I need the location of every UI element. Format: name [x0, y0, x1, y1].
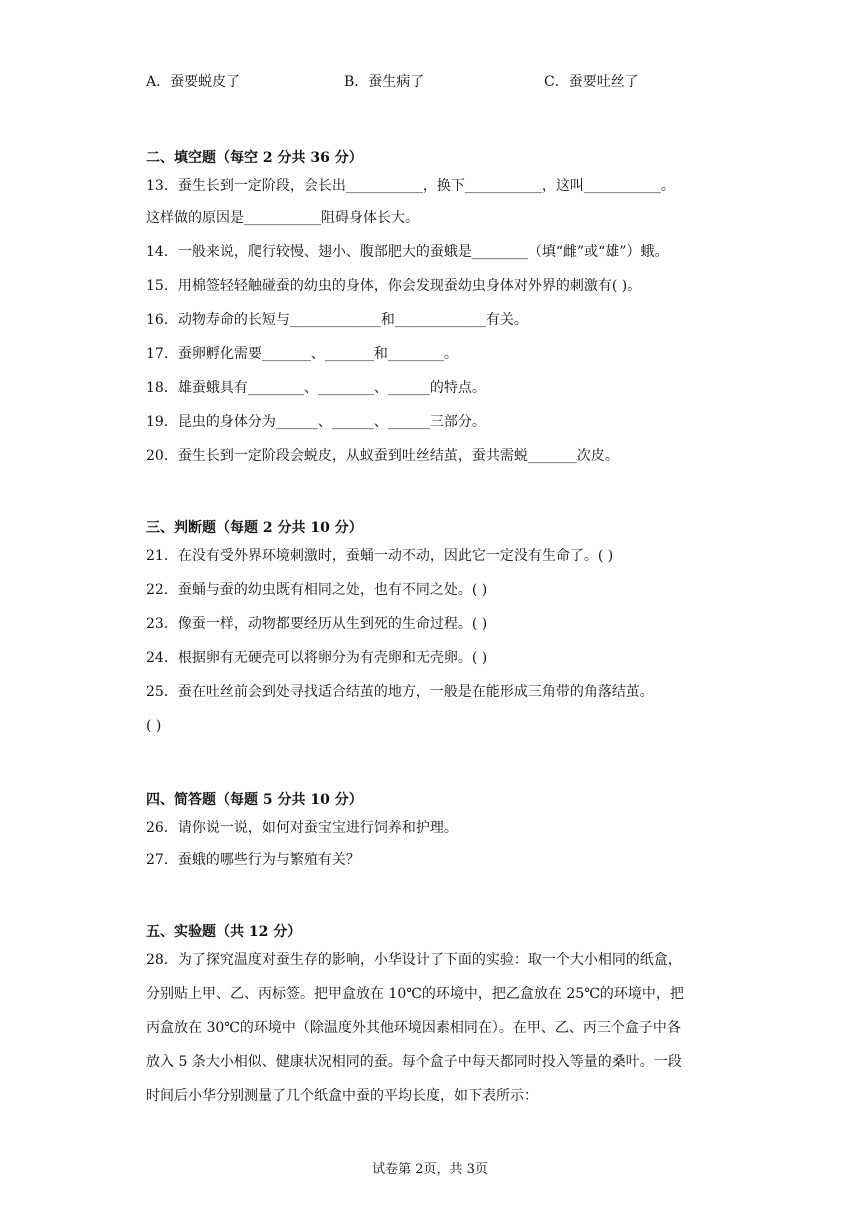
question-line: 22．蚕蛹与蚕的幼虫既有相同之处，也有不同之处。( ): [146, 582, 488, 598]
question-line: 26．请你说一说，如何对蚕宝宝进行饲养和护理。: [146, 820, 458, 836]
question-line: 分别贴上甲、乙、丙标签。把甲盒放在 10℃的环境中，把乙盒放在 25℃的环境中，把: [146, 986, 684, 1002]
question-line: 23．像蚕一样，动物都要经历从生到死的生命过程。( ): [146, 616, 488, 632]
section-heading-short-answer: 四、简答题（每题 5 分共 10 分）: [146, 792, 363, 808]
question-line: 这样做的原因是___________阻碍身体长大。: [146, 210, 419, 226]
question-line: 15．用棉签轻轻触碰蚕的幼虫的身体，你会发现蚕幼虫身体对外界的刺激有( )。: [146, 278, 642, 294]
option-c: C．蚕要吐丝了: [544, 74, 639, 90]
section-heading-fill-blank: 二、填空题（每空 2 分共 36 分）: [146, 150, 363, 166]
question-line: 16．动物寿命的长短与_____________和_____________有关。: [146, 312, 528, 328]
section-heading-experiment: 五、实验题（共 12 分）: [146, 924, 302, 940]
question-line: 放入 5 条大小相似、健康状况相同的蚕。每个盒子中每天都同时投入等量的桑叶。一段: [146, 1054, 682, 1070]
question-line: 21．在没有受外界环境刺激时，蚕蛹一动不动，因此它一定没有生命了。( ): [146, 548, 614, 564]
question-line: 13．蚕生长到一定阶段，会长出___________，换下___________，这叫___________。: [146, 178, 675, 194]
section-heading-true-false: 三、判断题（每题 2 分共 10 分）: [146, 520, 363, 536]
question-line: 14．一般来说，爬行较慢、翅小、腹部肥大的蚕蛾是________（填“雌”或“雄”）蛾。: [146, 244, 669, 260]
page-footer: 试卷第 2页，共 3页: [372, 1162, 488, 1177]
question-line: ( ): [146, 718, 162, 734]
question-line: 27．蚕蛾的哪些行为与繁殖有关？: [146, 852, 360, 868]
question-line: 25．蚕在吐丝前会到处寻找适合结茧的地方，一般是在能形成三角带的角落结茧。: [146, 684, 654, 700]
question-line: 时间后小华分别测量了几个纸盒中蚕的平均长度，如下表所示：: [146, 1088, 538, 1104]
question-line: 28．为了探究温度对蚕生存的影响，小华设计了下面的实验：取一个大小相同的纸盒，: [146, 952, 682, 968]
question-line: 19．昆虫的身体分为______、______、______三部分。: [146, 414, 486, 430]
option-b: B．蚕生病了: [344, 74, 425, 90]
question-line: 18．雄蚕蛾具有________、________、______的特点。: [146, 380, 486, 396]
question-line: 20．蚕生长到一定阶段会蜕皮，从蚁蚕到吐丝结茧，蚕共需蜕_______次皮。: [146, 448, 619, 464]
option-a: A．蚕要蜕皮了: [146, 74, 241, 90]
question-line: 24．根据卵有无硬壳可以将卵分为有壳卵和无壳卵。( ): [146, 650, 488, 666]
question-line: 17．蚕卵孵化需要_______、_______和________。: [146, 346, 458, 362]
question-line: 丙盒放在 30℃的环境中（除温度外其他环境因素相同在）。在甲、乙、丙三个盒子中各: [146, 1020, 681, 1036]
